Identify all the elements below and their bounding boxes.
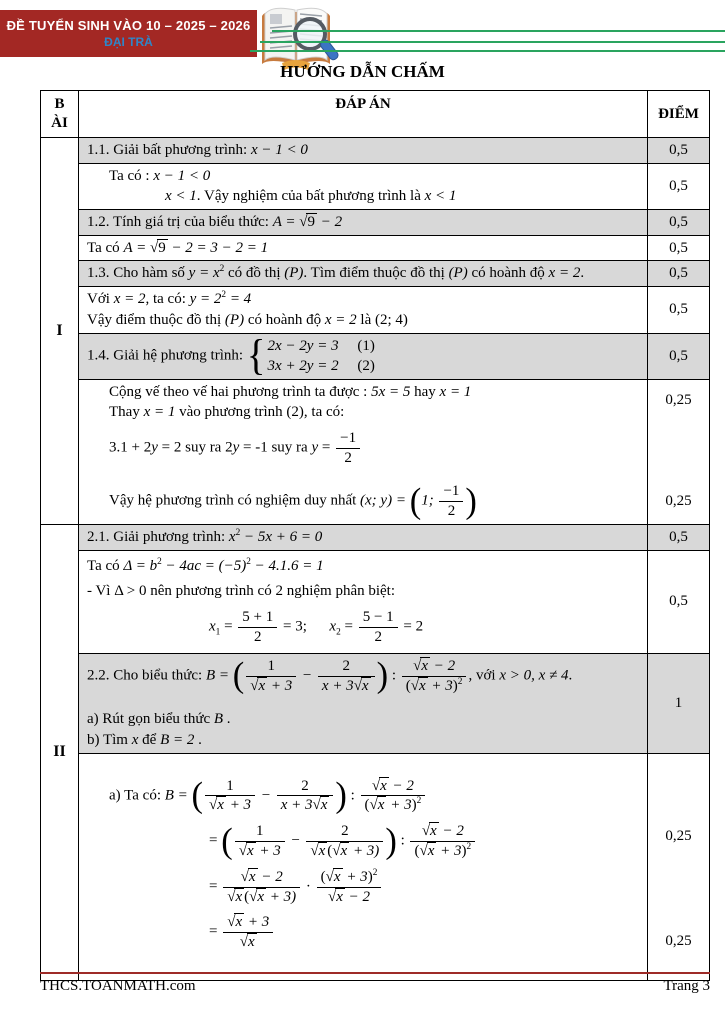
column-header-diem: ĐIỂM — [648, 91, 710, 138]
answer-line: b) Tìm x để B = 2 . — [87, 732, 202, 749]
table-row — [41, 210, 710, 236]
table-row — [41, 333, 710, 379]
score-value: 0,25 — [665, 391, 692, 408]
column-header-dapan: ĐÁP ÁN — [79, 91, 648, 138]
footer-site: THCS.TOANMATH.com — [40, 978, 196, 994]
answer-cell — [79, 653, 648, 753]
answer-line: Thay x = 1 vào phương trình (2), ta có: — [109, 404, 345, 421]
answer-table — [40, 90, 710, 981]
exam-banner — [0, 10, 257, 57]
answer-line: Vậy điểm thuộc đồ thị (P) có hoành độ x = 2 là (2; 4) — [87, 311, 408, 328]
answer-cell — [79, 753, 648, 980]
table-header-row — [41, 91, 710, 138]
table-row — [41, 379, 710, 525]
answer-line: Ta có $\Delta = b^2 - 4ac = (-5)^2 - 4.1.6 = 1$ — [87, 556, 324, 574]
answer-line: x < 1. Vậy nghiệm của bất phương trình là x < 1 — [165, 188, 457, 205]
score-cell: 1 — [648, 653, 710, 753]
table-row — [41, 163, 710, 209]
decor-line-2 — [260, 41, 725, 43]
footer-rule — [40, 972, 710, 974]
score-cell: 0,5 — [648, 235, 710, 261]
answer-cell — [79, 333, 648, 379]
answer-line: Vậy hệ phương trình có nghiệm duy nhất (x; y) = ( 1; $\frac{-1}{2}$ ) — [109, 481, 477, 522]
answer-line: Ta có A = √9 − 2 = 3 − 2 = 1 — [87, 239, 269, 256]
answer-line: 3.1 + 2y = 2 suy ra 2y = -1 suy ra y = $\frac{-1}{2}$ — [87, 428, 639, 469]
table-row — [41, 653, 710, 753]
banner-subtitle: ĐẠI TRÀ — [104, 35, 153, 49]
decor-line-1 — [272, 30, 725, 32]
answer-line: = ( $\frac{1}{√x + 3}$ − $\frac{2}{√x (√x + 3)}$ ) : $\frac{√x - 2}{(√x + 3)^2}$ — [87, 821, 639, 862]
answer-line: = $\frac{√x - 2}{√x (√x + 3)}$ · $\frac{(√x + 3)^2}{√x - 2}$ — [87, 867, 639, 908]
score-value: 0,25 — [665, 493, 692, 510]
score-cell: 0,5 — [648, 333, 710, 379]
score-cell — [648, 379, 710, 525]
answer-cell — [79, 210, 648, 236]
banner-title: ĐỀ TUYỂN SINH VÀO 10 – 2025 – 2026 — [6, 18, 251, 33]
table-row — [41, 235, 710, 261]
answer-cell — [79, 261, 648, 287]
page-title: HƯỚNG DẪN CHẤM — [280, 62, 445, 81]
answer-line: Với x = 2, ta có: $y = 2^2 = 4$ — [87, 290, 252, 308]
score-cell: 0,5 — [648, 163, 710, 209]
bai-group-label: II — [41, 525, 79, 981]
answer-cell — [79, 550, 648, 653]
footer — [40, 978, 710, 995]
answer-cell — [79, 138, 648, 164]
answer-line: $x_1$ = $\frac{5 + 1}{2}$ = 3; $x_2$ = $\frac{5 - 1}{2}$ = 2 — [209, 609, 424, 645]
table-row — [41, 525, 710, 551]
answer-line: a) Ta có: B = ( $\frac{1}{√x + 3}$ − $\frac{2}{x + 3√x}$ ) : $\frac{√x - 2}{(√x + 3)^2}$ — [87, 776, 639, 817]
score-cell: 0,5 — [648, 261, 710, 287]
bai-group-label: I — [41, 138, 79, 525]
table-row — [41, 287, 710, 333]
answer-cell — [79, 163, 648, 209]
table-row — [41, 753, 710, 980]
footer-page-number: Trang 3 — [663, 978, 710, 994]
answer-line: 1.3. Cho hàm số $y = x^2$ có đồ thị (P). Tìm điểm thuộc đồ thị (P) có hoành độ x = 2. — [87, 264, 585, 282]
answer-line: 1.1. Giải bất phương trình: x − 1 < 0 — [87, 142, 308, 158]
score-cell: 0,5 — [648, 287, 710, 333]
score-cell: 0,5 — [648, 138, 710, 164]
score-cell: 0,5 — [648, 550, 710, 653]
score-cell: 0,5 — [648, 210, 710, 236]
answer-line: a) Rút gọn biểu thức B . — [87, 711, 231, 728]
score-cell — [648, 753, 710, 980]
column-header-bai: B ÀI — [41, 91, 79, 138]
score-value: 0,25 — [665, 932, 692, 949]
decor-line-3 — [250, 50, 725, 52]
answer-line: - Vì Δ > 0 nên phương trình có 2 nghiệm phân biệt: — [87, 583, 396, 600]
answer-line: 2.2. Cho biểu thức: B = ( $\frac{1}{√x + 3}$ − $\frac{2}{x + 3√x}$ ) : $\frac{√x - 2}{(√x + 3)^2}$ , với x > 0, x ≠ 4. — [87, 655, 573, 696]
table-row — [41, 550, 710, 653]
answer-line: 1.4. Giải hệ phương trình: { 2x − 2y = 3 (1) 3x + 2y = 2 (2) — [87, 332, 375, 380]
answer-line: Cộng vế theo vế hai phương trình ta được : 5x = 5 hay x = 1 — [109, 383, 472, 400]
answer-line: Ta có : x − 1 < 0 — [109, 167, 211, 184]
answer-line: = $\frac{√x + 3}{√x}$ — [87, 912, 639, 953]
answer-cell — [79, 287, 648, 333]
table-body — [41, 138, 710, 981]
answer-line: 2.1. Giải phương trình: $x^2 - 5x + 6 = 0$ — [87, 528, 323, 546]
answer-line: 1.2. Tính giá trị của biểu thức: A = √9 − 2 — [87, 214, 343, 231]
score-cell: 0,5 — [648, 525, 710, 551]
answer-cell — [79, 235, 648, 261]
table-row — [41, 261, 710, 287]
answer-cell — [79, 525, 648, 551]
answer-cell — [79, 379, 648, 525]
table-row — [41, 138, 710, 164]
score-value: 0,25 — [665, 827, 692, 844]
